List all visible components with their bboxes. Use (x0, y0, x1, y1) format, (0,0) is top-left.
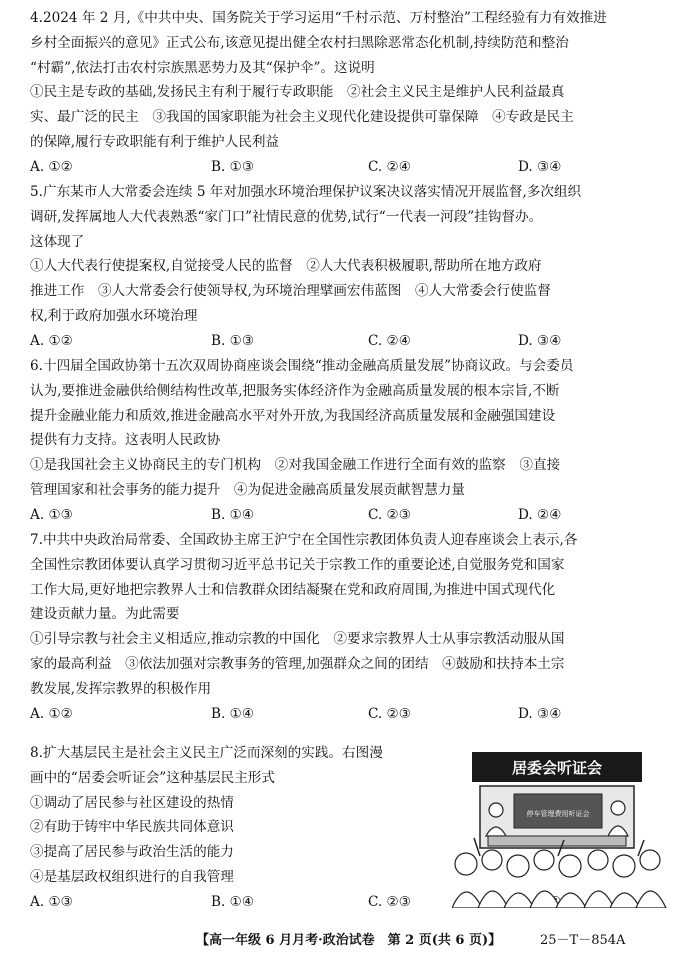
question-6 (30, 354, 670, 528)
question-5-options (30, 329, 670, 354)
option-b[interactable]: B. ①③ (211, 332, 255, 349)
question-4 (30, 6, 670, 180)
hearing-cartoon (452, 748, 667, 908)
question-4-line: 4.2024 年 2 月,《中共中央、国务院关于学习运用“千村示范、万村整治”工程经验有力有效推进 (30, 10, 607, 26)
question-8-line: ②有助于铸牢中华民族共同体意识 (30, 819, 234, 836)
option-d[interactable]: D. ③④ (518, 158, 562, 175)
option-a[interactable]: A. ①③ (30, 506, 73, 523)
question-8-line: ①调动了居民参与社区建设的热情 (30, 794, 234, 811)
question-4-line: 乡村全面振兴的意见》正式公布,该意见提出健全农村扫黑除恶常态化机制,持续防范和整治 (30, 34, 569, 51)
question-5-line: 权,利于政府加强水环境治理 (30, 307, 198, 324)
question-5-line: 调研,发挥属地人大代表熟悉“家门口”社情民意的优势,试行“一代表一河段”挂钩督办。 (30, 208, 543, 225)
option-b[interactable]: B. ①③ (211, 158, 255, 175)
question-4-line: ①民主是专政的基础,发扬民主有利于履行专政职能 ②社会主义民主是维护人民利益最真 (30, 84, 565, 101)
question-4-line: 实、最广泛的民主 ③我国的国家职能为社会主义现代化建设提供可靠保障 ④专政是民主 (30, 109, 574, 126)
option-a[interactable]: A. ①③ (30, 893, 73, 910)
option-a[interactable]: A. ①② (30, 705, 73, 722)
question-7-line: 家的最高利益 ③依法加强对宗教事务的管理,加强群众之间的团结 ④鼓励和扶持本土宗 (30, 655, 565, 672)
question-7-line: 建设贡献力量。为此需要 (30, 606, 180, 623)
question-4-line: “村霸”,依法打击农村宗族黑恶势力及其“保护伞”。这说明 (30, 59, 375, 76)
option-c[interactable]: C. ②③ (368, 506, 411, 523)
question-7-line: 7.中共中央政治局常委、全国政协主席王沪宁在全国性宗教团体负责人迎春座谈会上表示,各 (30, 532, 578, 548)
question-6-line: 提升金融业能力和质效,推进金融高水平对外开放,为我国经济高质量发展和金融强国建设 (30, 407, 556, 424)
question-8-line: 8.扩大基层民主是社会主义民主广泛而深刻的实践。右图漫 (30, 745, 383, 761)
question-8-line: ③提高了居民参与政治生活的能力 (30, 844, 234, 861)
question-5-line: 这体现了 (30, 233, 85, 250)
question-6-line: ①是我国社会主义协商民主的专门机构 ②对我国金融工作进行全面有效的监察 ③直接 (30, 457, 561, 474)
question-7-line: ①引导宗教与社会主义相适应,推动宗教的中国化 ②要求宗教界人士从事宗教活动服从国 (30, 631, 565, 648)
question-6-line: 提供有力支持。这表明人民政协 (30, 432, 221, 449)
footer-title: 【高一年级 6 月月考·政治试卷 第 2 页(共 6 页)】 (196, 933, 502, 948)
cartoon-table (488, 836, 626, 846)
cartoon-audience (452, 850, 666, 908)
question-5-line: ①人大代表行使提案权,自觉接受人民的监督 ②人大代表积极履职,帮助所在地方政府 (30, 258, 542, 275)
option-b[interactable]: B. ①④ (211, 506, 255, 523)
question-7-options (30, 702, 670, 727)
speaker-head (611, 801, 625, 815)
footer-code: 25－T－854A (540, 933, 626, 948)
question-7-line: 教发展,发挥宗教界的积极作用 (30, 680, 212, 697)
option-a[interactable]: A. ①② (30, 332, 73, 349)
option-c[interactable]: C. ②③ (368, 893, 411, 910)
question-6-line: 认为,要推进金融供给侧结构性改革,把服务实体经济作为金融高质量发展的根本宗旨,不断 (30, 382, 560, 399)
cartoon-banner-text: 居委会听证会 (511, 759, 603, 777)
question-6-options (30, 503, 670, 528)
question-6-line: 管理国家和社会事务的能力提升 ④为促进金融高质量发展贡献智慧力量 (30, 481, 465, 498)
question-5-line: 推进工作 ③人大常委会行使领导权,为环境治理擘画宏伟蓝图 ④人大常委会行使监督 (30, 283, 551, 300)
question-4-options (30, 155, 670, 180)
cartoon-board-text: 停车管理费用听证会 (526, 810, 590, 818)
option-b[interactable]: B. ①④ (211, 893, 255, 910)
speaker-head (489, 803, 503, 817)
question-8-line: ④是基层政权组织进行的自我管理 (30, 868, 234, 885)
question-8-line: 画中的“居委会听证会”这种基层民主形式 (30, 769, 275, 786)
option-d[interactable]: D. ③④ (518, 332, 562, 349)
question-7-line: 工作大局,更好地把宗教界人士和信教群众团结凝聚在党和政府周围,为推进中国式现代化 (30, 581, 556, 598)
question-6-line: 6.十四届全国政协第十五次双周协商座谈会围绕“推动金融高质量发展”协商议政。与会委员 (30, 358, 574, 374)
question-4-line: 的保障,履行专政职能有利于维护人民利益 (30, 133, 280, 150)
question-7 (30, 528, 670, 726)
option-d[interactable]: D. ③④ (518, 705, 562, 722)
page-footer (0, 929, 677, 953)
option-c[interactable]: C. ②④ (368, 332, 411, 349)
option-a[interactable]: A. ①② (30, 158, 73, 175)
option-b[interactable]: B. ①④ (211, 705, 255, 722)
question-7-line: 全国性宗教团体要认真学习贯彻习近平总书记关于宗教工作的重要论述,自觉服务党和国家 (30, 556, 565, 573)
option-d[interactable]: D. ②④ (518, 506, 562, 523)
option-c[interactable]: C. ②④ (368, 158, 411, 175)
option-c[interactable]: C. ②③ (368, 705, 411, 722)
question-5-line: 5.广东某市人大常委会连续 5 年对加强水环境治理保护议案决议落实情况开展监督,多次组织 (30, 184, 582, 200)
question-5 (30, 180, 670, 354)
